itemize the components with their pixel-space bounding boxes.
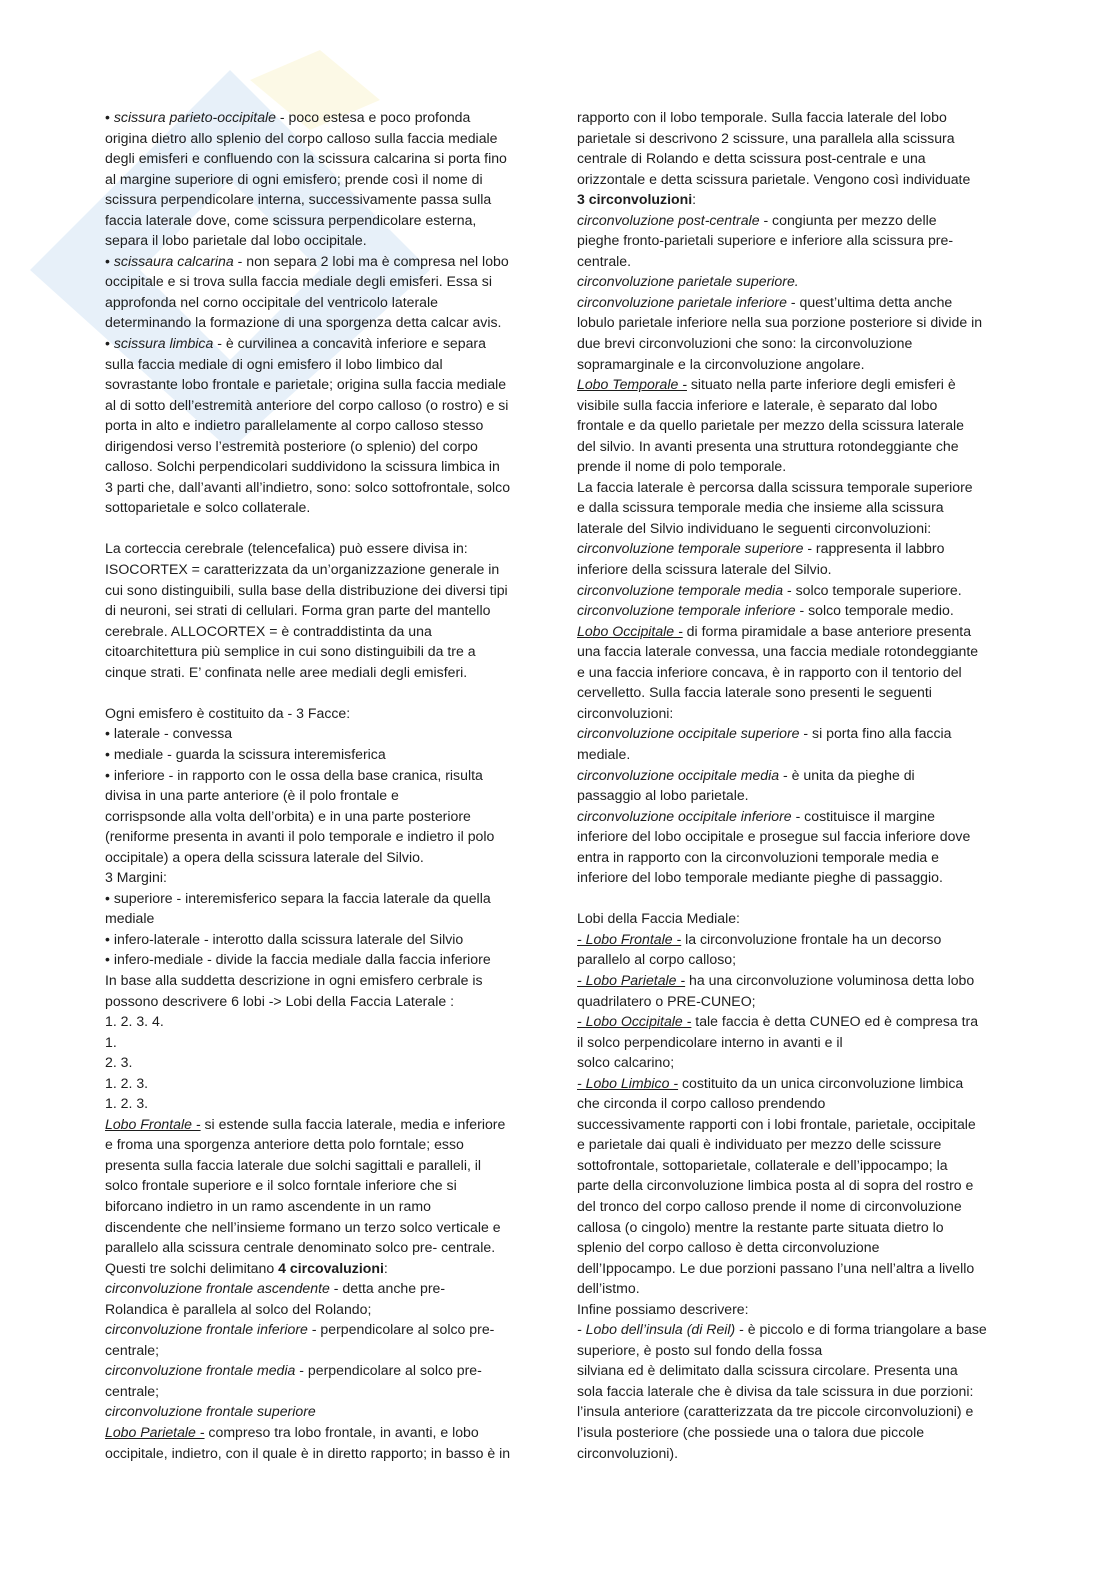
text-line: 1. [105, 1033, 117, 1050]
text-line: parietale si descrivono 2 scissure, una parallela alla scissura [577, 129, 955, 146]
text-line: La corteccia cerebrale (telencefalica) può essere divisa in: [105, 540, 468, 557]
text-line: e dalla scissura temporale media che insieme alla scissura [577, 499, 944, 516]
text-line: visibile sulla faccia inferiore e laterale, è separato dal lobo [577, 396, 938, 413]
text-line: approfonda nel corno occipitale del ventricolo laterale [105, 293, 438, 310]
text-line: - Lobo Occipitale - tale faccia è detta CUNEO ed è compresa tra [577, 1013, 979, 1030]
text-line: prende il nome di polo temporale. [577, 458, 787, 475]
text-line: • mediale - guarda la scissura interemisferica [105, 745, 386, 762]
text-line: 1. 2. 3. [105, 1074, 149, 1091]
text-line: sottoparietale e solco collaterale. [105, 499, 311, 516]
text-line: - Lobo Limbico - costituito da un unica circonvoluzione limbica [577, 1074, 964, 1091]
text-line: dell’Ippocampo. Le due porzioni passano l’una nell’altra a livello [577, 1259, 975, 1276]
text-line: circonvoluzione occipitale inferiore - costituisce il margine [577, 807, 935, 824]
text-line: Lobo Frontale - si estende sulla faccia laterale, media e inferiore [105, 1115, 506, 1132]
right-column [577, 107, 1009, 1463]
text-line: Rolandica è parallela al solco del Rolando; [105, 1300, 372, 1317]
text-line: occipitale e si trova sulla faccia mediale degli emisferi. Essa si [105, 273, 492, 290]
text-line: dell’istmo. [577, 1280, 640, 1297]
text-line: cervelletto. Sulla faccia laterale sono presenti le seguenti [577, 684, 932, 701]
text-line: • scissura parieto-occipitale - poco estesa e poco profonda [105, 109, 471, 125]
text-line: del tronco del corpo calloso prende il nome di circonvoluzione [577, 1197, 962, 1214]
text-line: circonvoluzione temporale superiore - rappresenta il labbro [577, 540, 945, 557]
text-line: • infero-laterale - interotto dalla scissura laterale del Silvio [105, 930, 464, 947]
text-line: silviana ed è delimitato dalla scissura circolare. Presenta una [577, 1362, 958, 1379]
left-column [105, 107, 535, 1463]
text-line: centrale; [105, 1382, 160, 1399]
text-line: mediale [105, 910, 155, 927]
text-line: circonvoluzioni). [577, 1444, 679, 1461]
text-line: - Lobo dell’insula (di Reil) - è piccolo e di forma triangolare a base [577, 1321, 987, 1338]
text-line: circonvoluzione occipitale media - è unita da pieghe di [577, 766, 915, 783]
text-line: circonvoluzioni: [577, 704, 674, 721]
text-line: In base alla suddetta descrizione in ogni emisfero cerbrale is [105, 971, 483, 988]
text-line: cerebrale. ALLOCORTEX = è contraddistinta da una [105, 622, 432, 639]
text-line: separa il lobo parietale dal lobo occipitale. [105, 232, 367, 249]
text-line: parte della circonvoluzione limbica posta al di sopra del rostro e [577, 1177, 974, 1194]
text-line: • infero-mediale - divide la faccia mediale dalla faccia inferiore [105, 951, 491, 968]
text-line: rapporto con il lobo temporale. Sulla faccia laterale del lobo [577, 109, 947, 125]
text-line: circonvoluzione frontale media - perpendicolare al solco pre- [105, 1362, 482, 1379]
text-line: cinque strati. E’ confinata nelle aree mediali degli emisferi. [105, 663, 468, 680]
text-line: • scissaura calcarina - non separa 2 lobi ma è compresa nel lobo [105, 252, 509, 269]
text-line: circonvoluzione frontale inferiore - perpendicolare al solco pre- [105, 1321, 495, 1338]
text-line: sottofrontale, sottoparietale, collaterale e dell’ippocampo; la [577, 1156, 948, 1173]
text-line: cui sono distinguibili, sulla base della distribuzione dei diversi tipi [105, 581, 508, 598]
text-line: sulla faccia mediale di ogni emisfero il lobo limbico dal [105, 355, 443, 372]
text-line: del silvio. In avanti presenta una struttura rotondeggiante che [577, 437, 959, 454]
text-line: di neuroni, sei strati di cellulari. Forma gran parte del mantello [105, 602, 491, 619]
text-line: • superiore - interemisferico separa la faccia laterale da quella [105, 889, 491, 906]
text-line: orizzontale e detta scissura parietale. Vengono così individuate [577, 170, 971, 187]
text-line: passaggio al lobo parietale. [577, 787, 749, 804]
text-line: inferiore del lobo temporale mediante pieghe di passaggio. [577, 869, 943, 886]
text-line: parallelo alla scissura centrale denominato solco pre- centrale. [105, 1239, 496, 1256]
text-line: e una faccia inferiore concava, è in rapporto con il tentorio del [577, 663, 962, 680]
text-line: occipitale) a opera della scissura laterale del Silvio. [105, 848, 424, 865]
text-line: determinando la formazione di una sporgenza detta calcar avis. [105, 314, 502, 331]
text-line: una faccia laterale convessa, una faccia mediale rotondeggiante [577, 643, 979, 660]
text-line: al margine superiore di ogni emisfero; prende così il nome di [105, 170, 483, 187]
text-line: possono descrivere 6 lobi -> Lobi della Faccia Laterale : [105, 992, 455, 1009]
text-line: superiore, è posto sul fondo della fossa [577, 1341, 823, 1358]
text-line: inferiore della scissura laterale del Silvio. [577, 561, 832, 578]
text-line: presenta sulla faccia laterale due solchi sagittali e paralleli, il [105, 1156, 482, 1173]
text-line: pieghe fronto-parietali superiore e inferiore alla scissura pre- [577, 232, 954, 249]
text-line: biforcano indietro in un ramo ascendente in un ramo [105, 1197, 431, 1214]
text-line: Lobi della Faccia Mediale: [577, 910, 740, 927]
text-line: origina dietro allo splenio del corpo calloso sulla faccia mediale [105, 129, 498, 146]
text-line: degli emisferi e confluendo con la scissura calcarina si porta fino [105, 150, 507, 167]
text-line: callosa (o cingolo) mentre la restante parte situata dietro lo [577, 1218, 944, 1235]
text-line: divisa in una parte anteriore (è il polo frontale e [105, 787, 399, 804]
text-line: 3 circonvoluzioni: [577, 191, 697, 208]
text-line: circonvoluzione occipitale superiore - si porta fino alla faccia [577, 725, 952, 742]
text-line: Ogni emisfero è costituito da - 3 Facce: [105, 704, 351, 721]
text-line: Lobo Occipitale - di forma piramidale a base anteriore presenta [577, 622, 972, 639]
text-line: Lobo Parietale - compreso tra lobo frontale, in avanti, e lobo [105, 1424, 479, 1440]
text-line: inferiore del lobo occipitale e prosegue sul faccia inferiore dove [577, 828, 971, 845]
text-line: circonvoluzione frontale superiore [105, 1403, 316, 1420]
text-line: sola faccia laterale che è divisa da tale scissura in due porzioni: [577, 1382, 974, 1399]
text-line: l’insula anteriore (caratterizzata da tre piccole circonvoluzioni) e [577, 1403, 974, 1420]
text-line: lobulo parietale inferiore nella sua porzione posteriore si divide in [577, 314, 983, 331]
text-line: 3 parti che, dall’avanti all’indietro, sono: solco sottofrontale, solco [105, 478, 511, 495]
text-line: successivamente rapporti con i lobi frontale, parietale, occipitale [577, 1115, 976, 1132]
text-line: corrispsonde alla volta dell’orbita) e in una parte posteriore [105, 807, 471, 824]
text-line: frontale e da quello parietale per mezzo della scissura laterale [577, 417, 965, 434]
text-line: solco frontale superiore e il solco forntale inferiore che si [105, 1177, 457, 1194]
text-line: occipitale, indietro, con il quale è in diretto rapporto; in basso è in [105, 1444, 511, 1461]
text-line: Infine possiamo descrivere: [577, 1300, 749, 1317]
text-line: che circonda il corpo calloso prendendo [577, 1095, 826, 1112]
text-line: 3 Margini: [105, 869, 167, 886]
text-line: scissura perpendicolare interna, successivamente passa sulla [105, 191, 492, 208]
text-line: Questi tre solchi delimitano 4 circovaluzioni: [105, 1259, 388, 1276]
text-line: • laterale - convessa [105, 725, 233, 742]
text-line: il solco perpendicolare interno in avanti e il [577, 1033, 843, 1050]
text-line: porta in alto e indietro parallelamente al corpo calloso stesso [105, 417, 484, 434]
text-line: centrale; [105, 1341, 160, 1358]
text-line: - Lobo Parietale - ha una circonvoluzione voluminosa detta lobo [577, 971, 975, 988]
text-line: 1. 2. 3. 4. [105, 1013, 164, 1030]
text-line: dirigendosi verso l’estremità posteriore (o splenio) del corpo [105, 437, 478, 454]
text-line: splenio del corpo calloso è detta circonvoluzione [577, 1239, 880, 1256]
text-line: due brevi circonvoluzioni che sono: la circonvoluzione [577, 335, 913, 352]
text-line: quadrilatero o PRE-CUNEO; [577, 992, 756, 1009]
text-line: circonvoluzione temporale media - solco temporale superiore. [577, 581, 962, 598]
text-line: 2. 3. [105, 1054, 133, 1071]
text-line: circonvoluzione parietale superiore. [577, 273, 799, 290]
text-line: • scissura limbica - è curvilinea a concavità inferiore e separa [105, 335, 486, 352]
text-line: 1. 2. 3. [105, 1095, 149, 1112]
text-line: l’isula posteriore (che possiede una o talora due piccole [577, 1424, 925, 1440]
text-line: - Lobo Frontale - la circonvoluzione frontale ha un decorso [577, 930, 942, 947]
text-line: • inferiore - in rapporto con le ossa della base cranica, risulta [105, 766, 483, 783]
text-line: centrale. [577, 252, 632, 269]
text-line: centrale di Rolando e detta scissura post-centrale e una [577, 150, 926, 167]
text-line: discendente che nell’insieme formano un terzo solco verticale e [105, 1218, 501, 1235]
text-line: circonvoluzione post-centrale - congiunta per mezzo delle [577, 211, 937, 228]
text-line: circonvoluzione temporale inferiore - solco temporale medio. [577, 602, 954, 619]
text-line: sopramarginale e la circonvoluzione angolare. [577, 355, 865, 372]
text-line: faccia laterale dove, come scissura perpendicolare esterna, [105, 211, 477, 228]
text-line: e froma una sporgenza anteriore detta polo forntale; esso [105, 1136, 464, 1153]
text-line: solco calcarino; [577, 1054, 675, 1071]
text-line: circonvoluzione frontale ascendente - detta anche pre- [105, 1280, 446, 1297]
text-line: laterale del Silvio individuano le seguenti circonvoluzioni: [577, 519, 932, 536]
text-line: (reniforme presenta in avanti il polo temporale e indietro il polo [105, 828, 495, 845]
text-line: parallelo al corpo calloso; [577, 951, 737, 968]
text-line: sovrastante lobo frontale e parietale; origina sulla faccia mediale [105, 376, 507, 393]
text-line: calloso. Solchi perpendicolari suddividono la scissura limbica in [105, 458, 500, 475]
text-line: al di sotto dell’estremità anteriore del corpo calloso (o rostro) e si [105, 396, 509, 413]
text-line: mediale. [577, 745, 631, 762]
text-line: citoarchitettura più semplice in cui sono distinguibili da tre a [105, 643, 476, 660]
text-line: La faccia laterale è percorsa dalla scissura temporale superiore [577, 478, 973, 495]
text-line: circonvoluzione parietale inferiore - quest’ultima detta anche [577, 293, 953, 310]
text-line: Lobo Temporale - situato nella parte inferiore degli emisferi è [577, 376, 956, 393]
text-line: e parietale dai quali è individuato per mezzo delle scissure [577, 1136, 942, 1153]
text-line: ISOCORTEX = caratterizzata da un’organizzazione generale in [105, 561, 500, 578]
text-line: entra in rapporto con la circonvoluzioni temporale media e [577, 848, 939, 865]
